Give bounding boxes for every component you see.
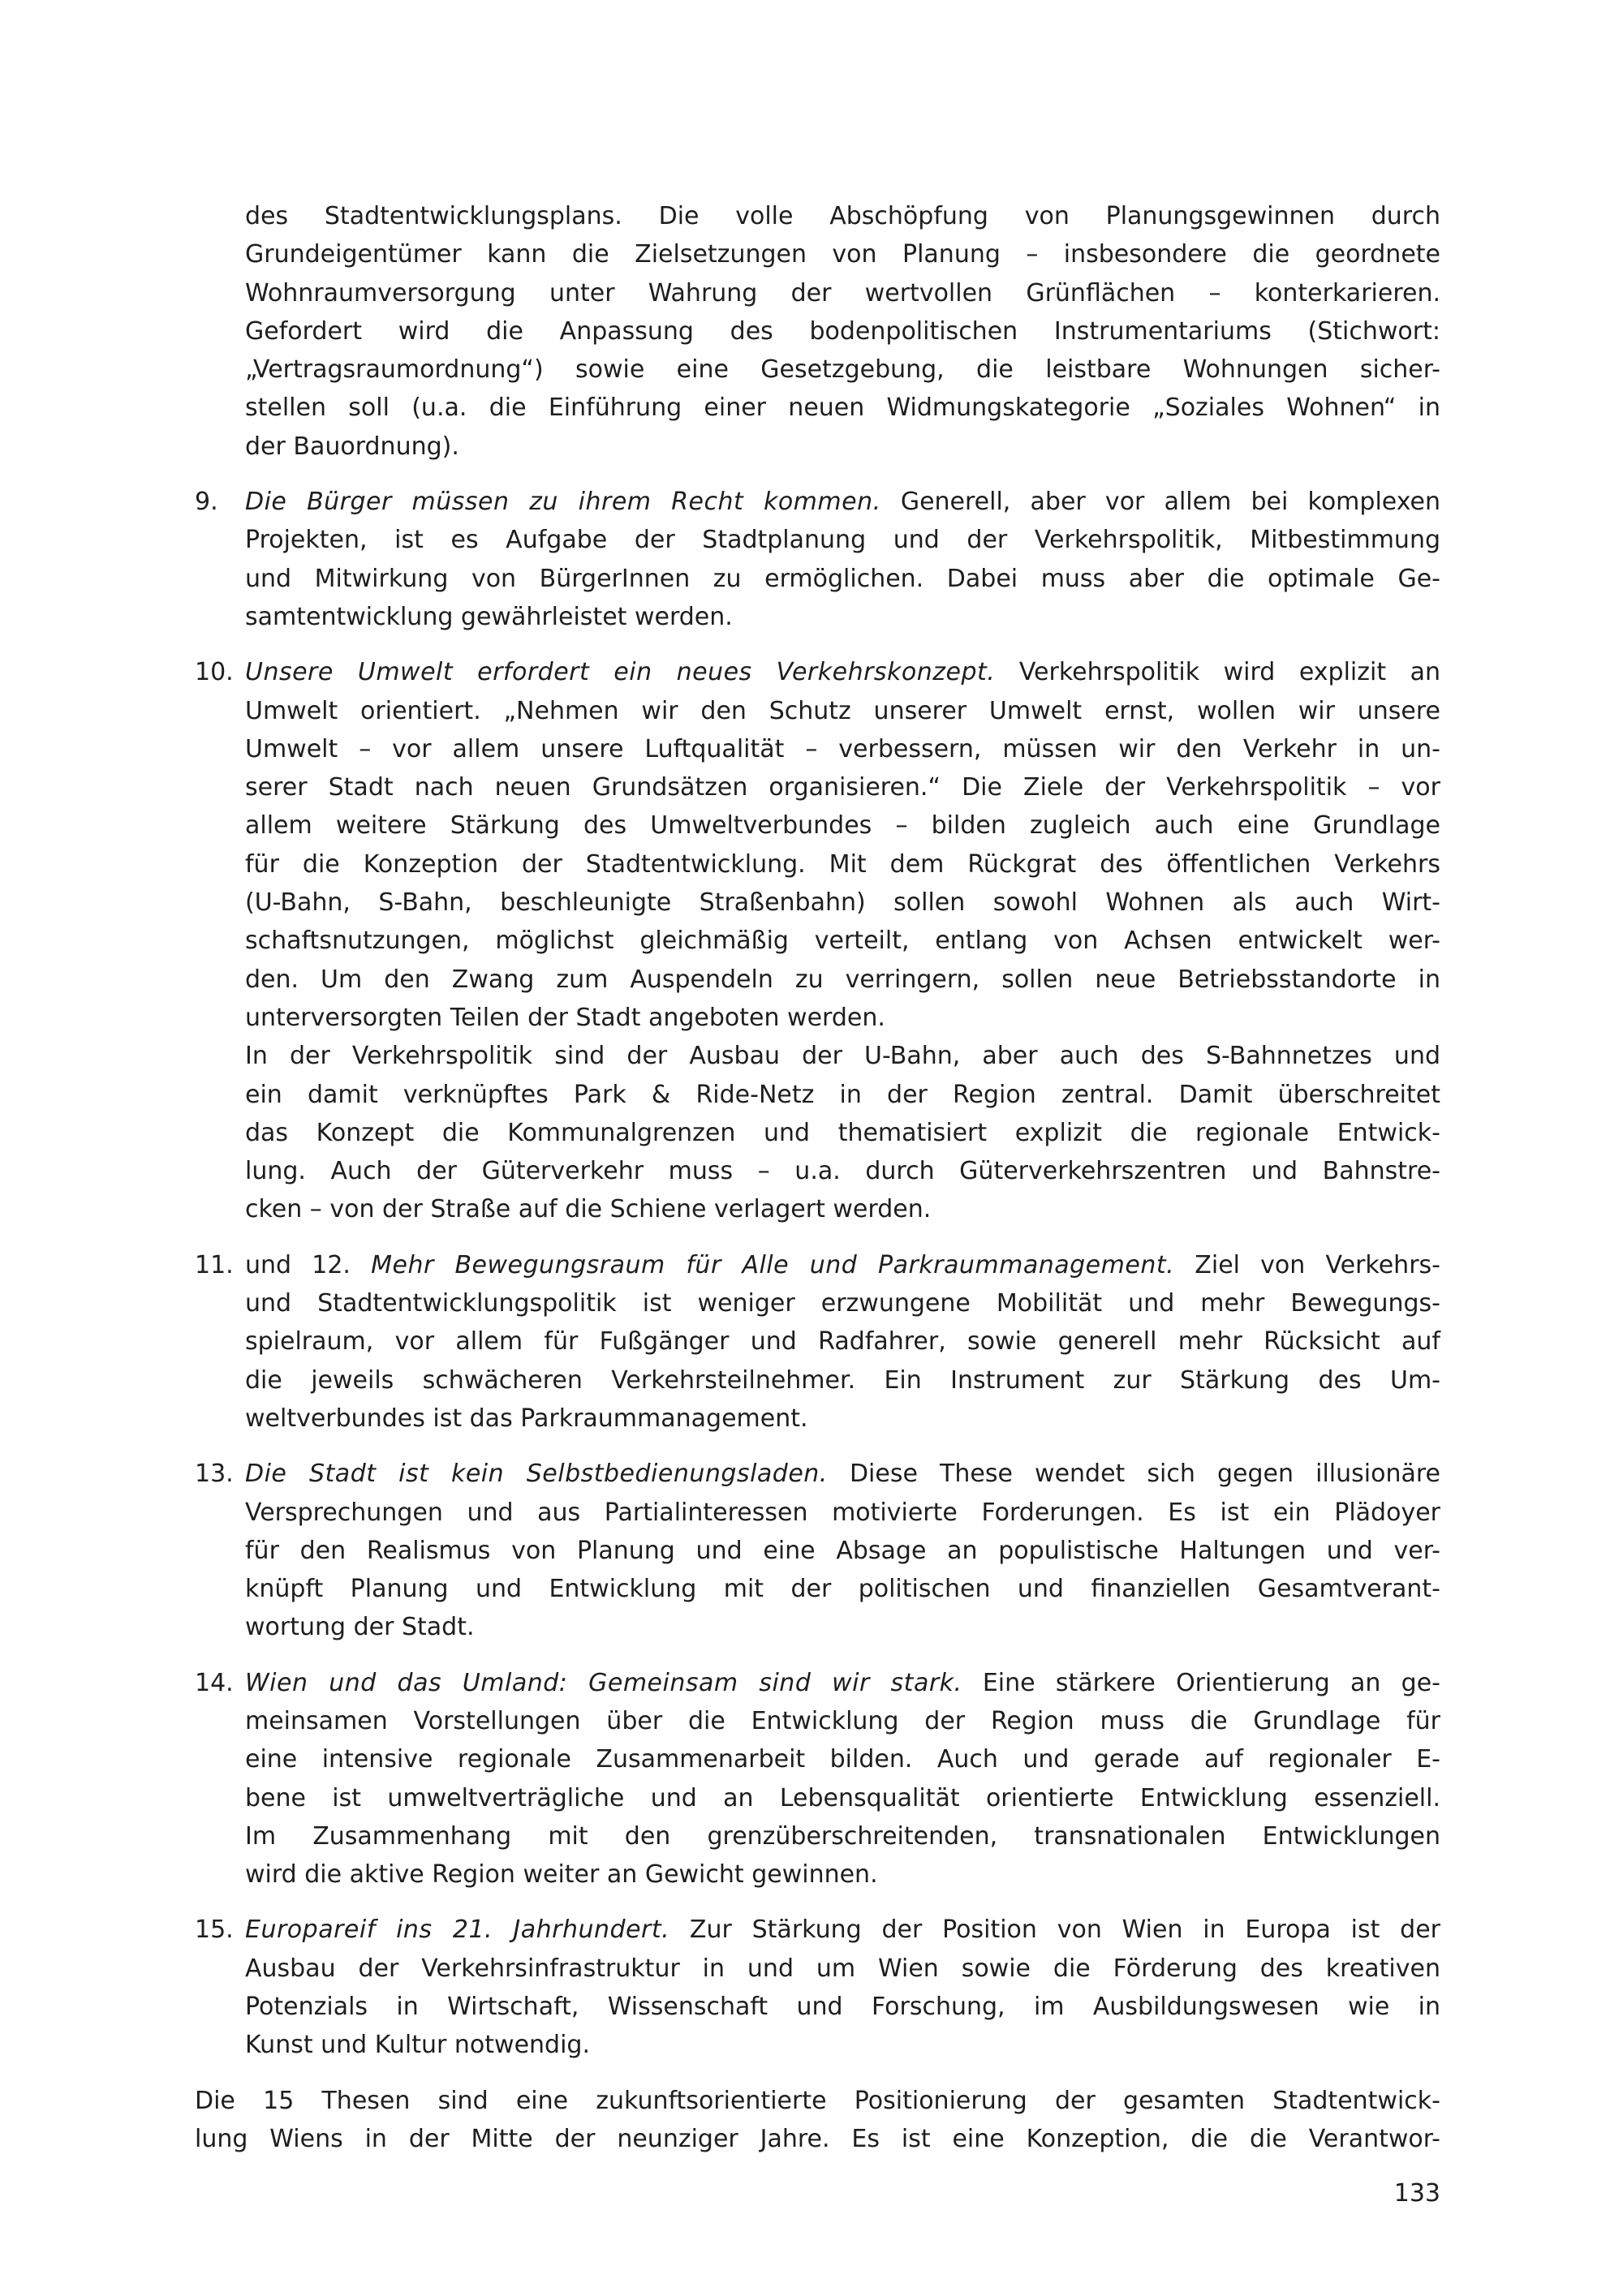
list-item [195, 1911, 1440, 2064]
line-text: Kunst und Kultur notwendig. [245, 2031, 591, 2060]
line-text: den. Um den Zwang zum Auspendeln zu verringern, sollen neue Betriebsstandorte in [245, 965, 1440, 994]
text-line [245, 1779, 1440, 1817]
text-line [245, 521, 1440, 559]
text-line [195, 2082, 1440, 2120]
line-text: Generell, aber vor allem bei komplexen [880, 488, 1441, 517]
text-line [245, 197, 1440, 235]
text-line [245, 1037, 1440, 1075]
text-line [245, 1532, 1440, 1570]
line-text: Potenzials in Wirtschaft, Wissenschaft und Forschung, im Ausbildungswesen wie in [245, 1993, 1440, 2022]
text-line [245, 312, 1440, 350]
list-number: 11. [195, 1250, 234, 1279]
text-line [245, 692, 1440, 730]
line-text: wortung der Stadt. [245, 1613, 475, 1642]
text-line [245, 1702, 1440, 1740]
thesis-title: Europareif ins 21. Jahrhundert. [245, 1915, 670, 1945]
thesis-title: Die Stadt ist kein Selbstbedienungsladen. [245, 1460, 828, 1489]
line-text: knüpft Planung und Entwicklung mit der politischen und finanziellen Gesamtverant- [245, 1575, 1440, 1604]
line-text: Diese These wendet sich gegen illusionäre [827, 1460, 1441, 1489]
line-text: der Bauordnung). [245, 432, 459, 461]
thesis-title: Mehr Bewegungsraum für Alle und Parkraummanagement. [371, 1250, 1175, 1279]
list-item [195, 653, 1440, 1228]
text-line [245, 428, 1440, 466]
thesis-title: Wien und das Umland: Gemeinsam sind wir stark. [245, 1668, 962, 1697]
text-line [245, 653, 1440, 691]
list-item [195, 1664, 1440, 1894]
line-text: Verkehrspolitik wird explizit an [995, 658, 1441, 687]
line-text: Versprechungen und aus Partialinteressen motivierte Forderungen. Es ist ein Plädoyer [245, 1498, 1440, 1527]
line-text: Ziel von Verkehrs- [1174, 1250, 1440, 1279]
list-item [195, 483, 1440, 636]
text-line [245, 999, 1440, 1037]
line-text: samtentwicklung gewährleistet werden. [245, 602, 733, 631]
line-text: Projekten, ist es Aufgabe der Stadtplanung und der Verkehrspolitik, Mitbestimmung [245, 526, 1440, 555]
line-text: stellen soll (u.a. die Einführung einer neuen Widmungskategorie „Soziales Wohnen“ in [245, 393, 1440, 423]
text-line [245, 1361, 1440, 1400]
text-line [245, 1455, 1440, 1493]
line-text: weltverbundes ist das Parkraummanagement. [245, 1404, 808, 1433]
line-text: serer Stadt nach neuen Grundsätzen organisieren.“ Die Ziele der Verkehrspolitik – vor [245, 773, 1440, 802]
line-text: die jeweils schwächeren Verkehrsteilnehmer. Ein Instrument zur Stärkung des Um- [245, 1365, 1440, 1395]
text-line [245, 1608, 1440, 1646]
line-text: cken – von der Straße auf die Schiene verlagert werden. [245, 1195, 932, 1224]
line-text: Grundeigentümer kann die Zielsetzungen von Planung – insbesondere die geordnete [245, 240, 1440, 269]
line-text: und Mitwirkung von BürgerInnen zu ermöglichen. Dabei muss aber die optimale Ge- [245, 564, 1440, 593]
line-text: lung Wiens in der Mitte der neunziger Jahre. Es ist eine Konzeption, die die Verantwor- [195, 2124, 1440, 2153]
text-line [245, 274, 1440, 312]
text-line [245, 350, 1440, 389]
text-line [245, 845, 1440, 884]
line-text: Umwelt – vor allem unsere Luftqualität – verbessern, müssen wir den Verkehr in un- [245, 734, 1440, 763]
line-text: allem weitere Stärkung des Umweltverbundes – bilden zugleich auch eine Grundlage [245, 811, 1440, 841]
text-line [245, 235, 1440, 273]
line-text: ein damit verknüpftes Park & Ride-Netz in der Region zentral. Damit überschreitet [245, 1080, 1440, 1109]
line-text: wird die aktive Region weiter an Gewicht gewinnen. [245, 1860, 878, 1890]
line-text: und Stadtentwicklungspolitik ist weniger erzwungene Mobilität und mehr Bewegungs- [245, 1289, 1440, 1318]
line-text: des Stadtentwicklungsplans. Die volle Abschöpfung von Planungsgewinnen durch [245, 202, 1440, 230]
text-line [245, 1855, 1440, 1894]
paragraph [195, 2082, 1440, 2159]
list-number: 14. [195, 1668, 234, 1697]
text-line [245, 389, 1440, 427]
line-text: Zur Stärkung der Position von Wien in Europa ist der [669, 1915, 1440, 1945]
text-line [245, 1740, 1440, 1778]
list-item [195, 1455, 1440, 1646]
text-line [245, 1152, 1440, 1190]
line-text: Im Zusammenhang mit den grenzüberschreitenden, transnationalen Entwicklungen [245, 1821, 1440, 1851]
line-text: meinsamen Vorstellungen über die Entwicklung der Region muss die Grundlage für [245, 1706, 1440, 1735]
text-line [245, 806, 1440, 845]
line-text: Umwelt orientiert. „Nehmen wir den Schutz unserer Umwelt ernst, wollen wir unsere [245, 696, 1440, 725]
text-line [245, 1817, 1440, 1855]
paragraph [195, 197, 1440, 466]
text-line [245, 730, 1440, 768]
text-line [245, 1664, 1440, 1702]
line-text: spielraum, vor allem für Fußgänger und Radfahrer, sowie generell mehr Rücksicht auf [245, 1327, 1440, 1357]
text-line [245, 1246, 1440, 1284]
text-line [245, 884, 1440, 922]
text-line [245, 560, 1440, 598]
text-line [245, 598, 1440, 636]
text-line [245, 922, 1440, 960]
text-line [245, 1400, 1440, 1438]
text-line [245, 1494, 1440, 1532]
text-line [245, 1190, 1440, 1228]
text-line [195, 2120, 1440, 2158]
list-number: 15. [195, 1915, 234, 1945]
line-text: für die Konzeption der Stadtentwicklung. Mit dem Rückgrat des öffentlichen Verkehrs [245, 849, 1440, 879]
text-line [245, 1570, 1440, 1608]
list-number: 9. [195, 488, 218, 517]
line-text: Die 15 Thesen sind eine zukunftsorientierte Positionierung der gesamten Stadtentwick- [195, 2086, 1440, 2115]
list-number: 10. [195, 658, 234, 687]
text-line [245, 2026, 1440, 2064]
text-line [245, 1114, 1440, 1152]
line-text: eine intensive regionale Zusammenarbeit bilden. Auch und gerade auf regionaler E- [245, 1745, 1440, 1774]
line-text: Ausbau der Verkehrsinfrastruktur in und um Wien sowie die Förderung des kreativen [245, 1954, 1440, 1983]
line-text: für den Realismus von Planung und eine Absage an populistische Haltungen und ver- [245, 1536, 1440, 1565]
text-line [245, 1950, 1440, 1988]
page-body [195, 197, 1440, 2175]
line-text: unterversorgten Teilen der Stadt angeboten werden. [245, 1003, 885, 1032]
list-item [195, 1246, 1440, 1438]
text-line [245, 1988, 1440, 2026]
line-text: schaftsnutzungen, möglichst gleichmäßig verteilt, entlang von Achsen entwickelt wer- [245, 927, 1440, 956]
text-line [245, 1911, 1440, 1949]
thesis-title: Unsere Umwelt erfordert ein neues Verkehrskonzept. [245, 658, 996, 687]
text-line [245, 483, 1440, 521]
line-text: Gefordert wird die Anpassung des bodenpolitischen Instrumentariums (Stichwort: [245, 316, 1440, 346]
line-text: das Konzept die Kommunalgrenzen und thematisiert explizit die regionale Entwick- [245, 1118, 1440, 1147]
line-text: „Vertragsraumordnung“) sowie eine Gesetzgebung, die leistbare Wohnungen sicher- [245, 355, 1440, 385]
line-text: In der Verkehrspolitik sind der Ausbau der U-Bahn, aber auch des S-Bahnnetzes und [245, 1042, 1440, 1071]
line-text: (U-Bahn, S-Bahn, beschleunigte Straßenbahn) sollen sowohl Wohnen als auch Wirt- [245, 888, 1440, 918]
item-prefix: und 12. [245, 1250, 372, 1279]
line-text: lung. Auch der Güterverkehr muss – u.a. durch Güterverkehrszentren und Bahnstre- [245, 1157, 1440, 1186]
text-line [245, 961, 1440, 999]
text-line [245, 1284, 1440, 1322]
text-line [245, 1076, 1440, 1114]
thesis-title: Die Bürger müssen zu ihrem Recht kommen. [245, 488, 881, 517]
line-text: bene ist umweltverträgliche und an Lebensqualität orientierte Entwicklung essenziell. [245, 1783, 1440, 1812]
list-number: 13. [195, 1460, 234, 1489]
page-number: 133 [1393, 2179, 1440, 2208]
text-line [245, 1322, 1440, 1361]
line-text: Wohnraumversorgung unter Wahrung der wertvollen Grünflächen – konterkarieren. [245, 278, 1440, 307]
text-line [245, 768, 1440, 806]
line-text: Eine stärkere Orientierung an ge- [962, 1668, 1440, 1697]
